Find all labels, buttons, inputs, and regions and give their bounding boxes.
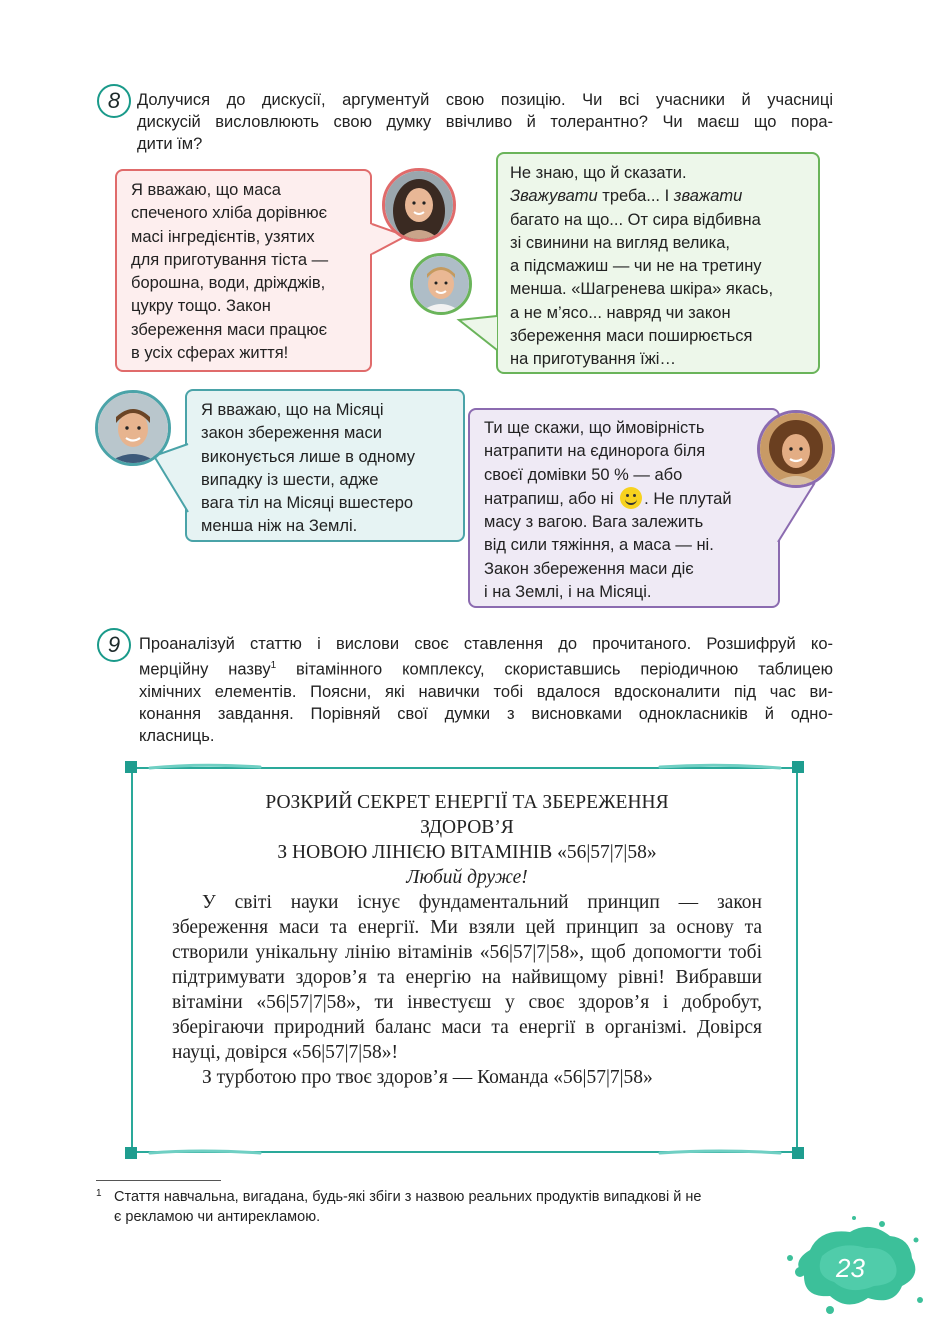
bubble-line: Зважувати треба... І зважати <box>510 187 743 206</box>
avatar-girl-dark-hair <box>382 168 456 242</box>
bubble-line: борошна, води, дріжджів, <box>131 274 326 293</box>
bubble-line: а не м’ясо... навряд чи закон <box>510 303 731 322</box>
bubble-line: збереження маси поширюється <box>510 327 753 346</box>
article-signature: З турботою про твоє здоров’я — Команда «56|57|7|58» <box>202 1067 653 1088</box>
vitamin-article <box>172 790 762 1090</box>
bubble-line: Закон збереження маси діє <box>484 559 694 578</box>
bubble-line: виконується лише в одному <box>201 447 415 466</box>
task-9-line: Проаналізуй статтю і вислови своє ставлення до прочитаного. Розшифруй ко- <box>139 635 833 653</box>
article-title-line: З НОВОЮ ЛІНІЄЮ ВІТАМІНІВ «56|57|7|58» <box>277 842 657 863</box>
task-9-text <box>139 633 833 747</box>
bubble-line: своєї домівки 50 % — або <box>484 465 683 484</box>
bubble-line: масу з вагою. Вага залежить <box>484 513 704 532</box>
bubble-line: Я вважаю, що на Місяці <box>201 401 384 419</box>
bubble-line: багато на що... От сира відбивна <box>510 210 761 229</box>
bubble-line: натрапити на єдинорога біля <box>484 442 706 461</box>
bubble-line: на приготування їжі… <box>510 350 676 369</box>
frame-corner <box>792 761 804 773</box>
bubble-line: Я вважаю, що маса <box>131 181 281 199</box>
bubble-line: а підсмажиш — чи не на третину <box>510 257 762 276</box>
page-number: 23 <box>836 1253 865 1283</box>
footnote-ref: 1 <box>270 660 277 671</box>
task-9-line: хімічних елементів. Поясни, які навички тобі вдалося вдосконалити під час ви- <box>139 682 833 701</box>
frame-corner <box>125 761 137 773</box>
bubble-line: в усіх сферах життя! <box>131 344 289 363</box>
frame-corner <box>792 1147 804 1159</box>
avatar-girl-curly-hair <box>757 410 835 488</box>
bubble-line: цукру тощо. Закон <box>131 297 271 316</box>
task-8-line: дискусій висловлюють свою думку ввічливо й толерантно? Чи маєш що пора- <box>137 113 833 131</box>
frame-top-swoosh <box>140 761 790 773</box>
smiley-icon <box>620 487 642 509</box>
avatar-boy-blond <box>410 253 472 315</box>
bubble-line: менша. «Шагренева шкіра» якась, <box>510 280 774 299</box>
task-8-text <box>137 89 833 155</box>
bubble-line: натрапиш, або ні . Не плутай <box>484 487 768 511</box>
bubble-line: зі свинини на вигляд велика, <box>510 233 730 252</box>
italic-word: зважати <box>673 187 743 206</box>
footnote-line: Стаття навчальна, вигадана, будь-які збіги з назвою реальних продуктів випадкові й не <box>114 1189 702 1205</box>
footnote-divider <box>96 1180 221 1181</box>
bubble-line: масі інгредієнтів, узятих <box>131 227 315 246</box>
bubble-line: вага тіл на Місяці вшестеро <box>201 494 414 513</box>
bubble-line: Не знаю, що й сказати. <box>510 164 687 182</box>
task-9-line: мерційну назву$^1$ вітамінного комплексу, скориставшись періодичною таблицею <box>139 660 833 679</box>
article-title-line: ЗДОРОВ’Я <box>420 817 514 838</box>
task-8-line: Долучися до дискусії, аргументуй свою позицію. Чи всі учасники й учасниці <box>137 91 833 109</box>
task-number-8: 8 <box>97 84 131 118</box>
frame-corner <box>125 1147 137 1159</box>
bubble-line: і на Землі, і на Місяці. <box>484 583 652 602</box>
footnote-line: є рекламою чи антирекламою. <box>114 1209 321 1225</box>
bubble-line: для приготування тіста — <box>131 250 329 269</box>
task-8-line: дити їм? <box>137 135 203 153</box>
footnote-mark: 1 <box>96 1188 102 1199</box>
article-greeting: Любий друже! <box>406 867 528 888</box>
task-number-9: 9 <box>97 628 131 662</box>
article-body: У світі науки існує фундаментальний принцип — закон збереження маси та енергії. Ми взяли цей принцип за основу та створили унікальну лінію вітамінів «56|57|7|58», щоб допомогти тобі підтримувати здоров’я та енергію на найвищому рівні! Вибравши вітаміни «56|57|7|58», ти інвестуєш у своє здоров’я і добробут, зберігаючи природний баланс маси та енергії в організмі. Довірся науці, довірся «56|57|7|58»! <box>172 892 762 1063</box>
footnote <box>96 1187 836 1227</box>
bubble-tail-green <box>455 310 501 358</box>
bubble-line: менша ніж на Землі. <box>201 517 358 536</box>
italic-word: Зважувати <box>510 187 598 206</box>
speech-bubble-purple <box>468 408 780 608</box>
frame-bottom-swoosh <box>140 1147 790 1159</box>
bubble-line: збереження маси працює <box>131 320 328 339</box>
bubble-line: від сили тяжіння, а маса — ні. <box>484 536 714 555</box>
bubble-line: випадку із шести, адже <box>201 470 379 489</box>
avatar-boy-brown-hair <box>95 390 171 466</box>
article-title-line: РОЗКРИЙ СЕКРЕТ ЕНЕРГІЇ ТА ЗБЕРЕЖЕННЯ <box>265 792 669 813</box>
task-9-line: конання завдання. Порівняй свої думки з висновками однокласників й одно- <box>139 704 833 723</box>
bubble-line: закон збереження маси <box>201 424 382 443</box>
bubble-line: спеченого хліба дорівнює <box>131 204 327 223</box>
task-9-line: класниць. <box>139 726 215 745</box>
speech-bubble-blue <box>185 389 465 542</box>
bubble-line: Ти ще скажи, що ймовірність <box>484 419 705 437</box>
speech-bubble-red <box>115 169 372 372</box>
speech-bubble-green <box>496 152 820 374</box>
